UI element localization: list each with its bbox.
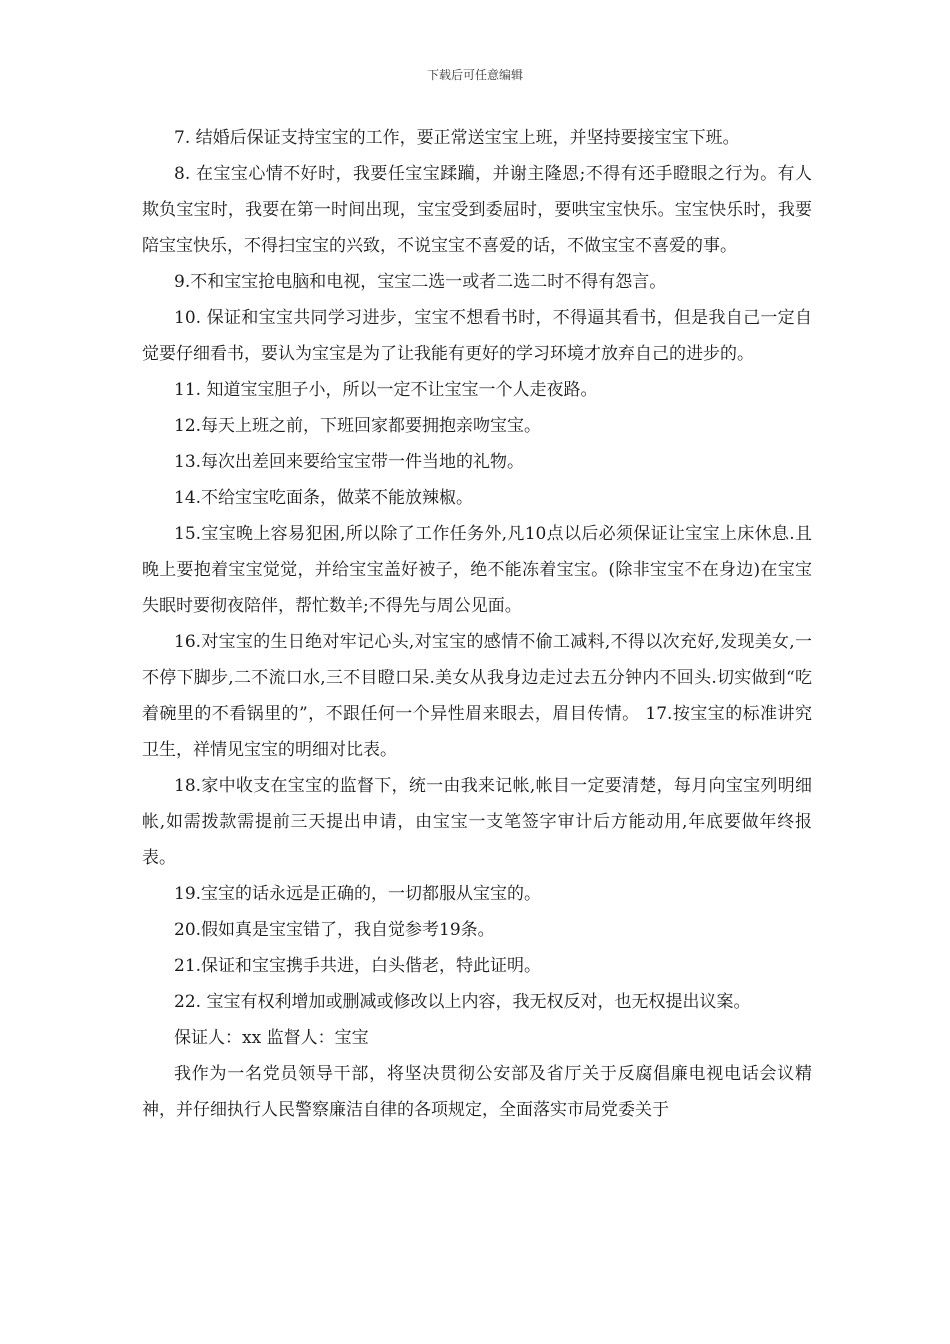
paragraph-10: 10. 保证和宝宝共同学习进步，宝宝不想看书时，不得逼其看书，但是我自己一定自觉要仔细看书，要认为宝宝是为了让我能有更好的学习环境才放弃自己的进步的。 xyxy=(142,308,812,364)
paragraph-21: 21.保证和宝宝携手共进，白头偕老，特此证明。 xyxy=(174,956,542,976)
paragraph-8: 8. 在宝宝心情不好时，我要任宝宝蹂躏，并谢主隆恩;不得有还手瞪眼之行为。有人欺负宝宝时，我要在第一时间出现，宝宝受到委屈时，要哄宝宝快乐。宝宝快乐时，我要陪宝宝快乐，不得扫宝宝的兴致，不说宝宝不喜爱的话，不做宝宝不喜爱的事。 xyxy=(142,164,812,256)
paragraph-12: 12.每天上班之前，下班回家都要拥抱亲吻宝宝。 xyxy=(174,416,542,436)
paragraph-15: 15.宝宝晚上容易犯困,所以除了工作任务外,凡10点以后必须保证让宝宝上床休息.且晚上要抱着宝宝觉觉，并给宝宝盖好被子，绝不能冻着宝宝。(除非宝宝不在身边)在宝宝失眠时要彻夜陪伴，帮忙数羊;不得先与周公见面。 xyxy=(142,524,812,616)
paragraph-22: 22. 宝宝有权利增加或删减或修改以上内容，我无权反对，也无权提出议案。 xyxy=(174,992,751,1012)
document-body xyxy=(142,120,812,1128)
paragraph-11: 11. 知道宝宝胆子小，所以一定不让宝宝一个人走夜路。 xyxy=(174,380,598,400)
signature-line: 保证人：xx 监督人：宝宝 xyxy=(174,1028,369,1048)
paragraph-9: 9.不和宝宝抢电脑和电视，宝宝二选一或者二选二时不得有怨言。 xyxy=(174,272,667,292)
paragraph-16-17: 16.对宝宝的生日绝对牢记心头,对宝宝的感情不偷工减料,不得以次充好,发现美女,一不停下脚步,二不流口水,三不目瞪口呆.美女从我身边走过去五分钟内不回头.切实做到“吃着碗里的不看锅里的”，不跟任何一个异性眉来眼去，眉目传情。 17.按宝宝的标准讲究卫生，祥情见宝宝的明细对比表。 xyxy=(142,632,812,760)
paragraph-20: 20.假如真是宝宝错了，我自觉参考19条。 xyxy=(174,920,495,940)
paragraph-13: 13.每次出差回来要给宝宝带一件当地的礼物。 xyxy=(174,452,525,472)
paragraph-18: 18.家中收支在宝宝的监督下，统一由我来记帐,帐目一定要清楚，每月向宝宝列明细帐,如需拨款需提前三天提出申请，由宝宝一支笔签字审计后方能动用,年底要做年终报表。 xyxy=(142,776,812,868)
paragraph-pledge: 我作为一名党员领导干部，将坚决贯彻公安部及省厅关于反腐倡廉电视电话会议精神，并仔细执行人民警察廉洁自律的各项规定，全面落实市局党委关于 xyxy=(142,1064,812,1120)
page-header: 下载后可任意编辑 xyxy=(426,68,523,82)
paragraph-14: 14.不给宝宝吃面条，做菜不能放辣椒。 xyxy=(174,488,474,508)
paragraph-7: 7. 结婚后保证支持宝宝的工作，要正常送宝宝上班，并坚持要接宝宝下班。 xyxy=(174,128,740,148)
paragraph-19: 19.宝宝的话永远是正确的，一切都服从宝宝的。 xyxy=(174,884,542,904)
